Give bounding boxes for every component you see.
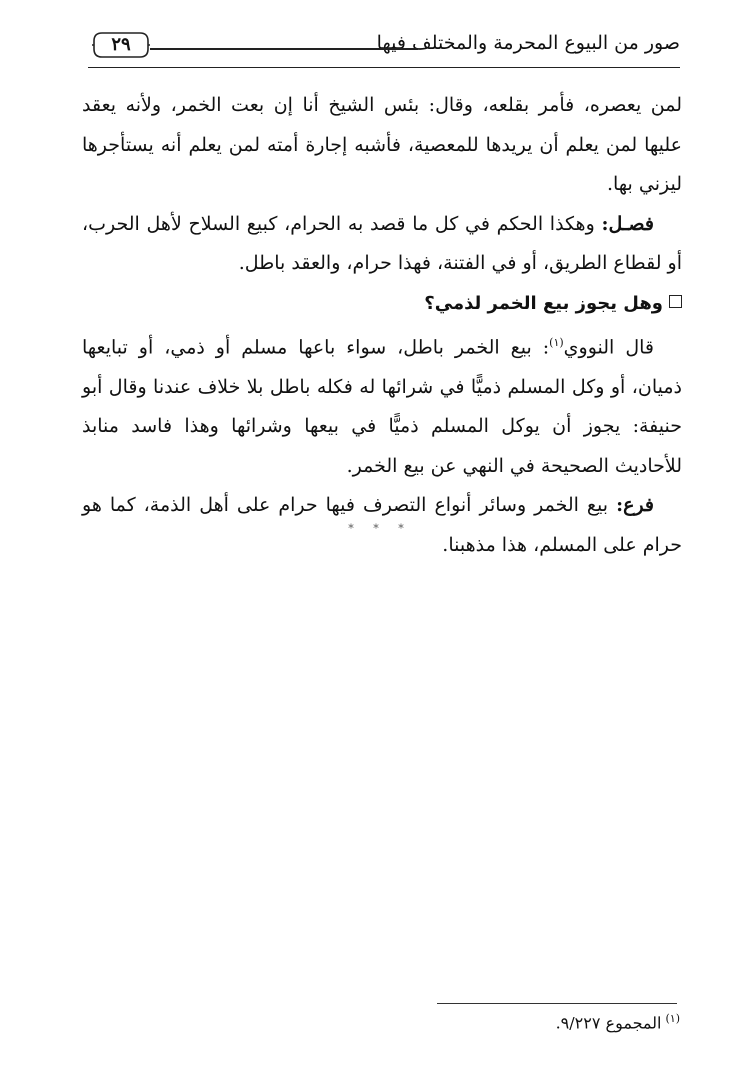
section-separator: * * * — [348, 522, 412, 535]
body-text — [82, 86, 682, 565]
fasl-label: فصـل: — [601, 212, 654, 235]
footnote-rule — [437, 1003, 677, 1004]
footnote-text: المجموع ٩/٢٢٧. — [555, 1013, 662, 1033]
paragraph-nawawi — [82, 323, 682, 486]
paragraph-fasl — [82, 205, 682, 284]
far-text: بيع الخمر وسائر أنواع التصرف فيها حرام على أهل الذمة، كما هو حرام على المسلم، هذا مذهبنا. — [82, 494, 682, 556]
header-underline — [88, 67, 680, 68]
nawawi-lead: قال النووي — [563, 336, 654, 359]
paragraph-1: لمن يعصره، فأمر بقلعه، وقال: بئس الشيخ أنا إن بعت الخمر، ولأنه يعقد عليها لمن يعلم أن يريدها للمعصية، فأشبه إجارة أمته لمن يعلم أنه يستأجرها ليزني بها. — [82, 94, 682, 195]
running-title: صور من البيوع المحرمة والمختلف فيها — [376, 32, 680, 54]
page-number-badge — [92, 30, 150, 60]
checkbox-icon — [669, 295, 682, 308]
section-heading-text: وهل يجوز بيع الخمر لذمي؟ — [424, 292, 663, 314]
section-heading — [82, 284, 682, 324]
footnote — [556, 1012, 680, 1032]
page-header — [90, 26, 680, 66]
page-number: ٢٩ — [111, 34, 131, 55]
far-label: فرع: — [616, 494, 654, 517]
footnote-reference: (١) — [549, 336, 564, 349]
footnote-mark: (١) — [665, 1012, 680, 1025]
header-rule — [150, 48, 418, 50]
nawawi-text: : بيع الخمر باطل، سواء باعها مسلم أو ذمي، أو تبايعها ذميان، أو وكل المسلم ذميًّا في شرائها له فكله باطل بلا خلاف عندنا وقال أبو حنيفة: يجوز أن يوكل المسلم ذميًّا في بيعها وشرائها وهذا فاسد منابذ للأحاديث الصحيحة في النهي عن بيع الخمر. — [82, 336, 682, 477]
fasl-text: وهكذا الحكم في كل ما قصد به الحرام، كبيع السلاح لأهل الحرب، أو لقطاع الطريق، أو في الفتنة، فهذا حرام، والعقد باطل. — [82, 212, 682, 274]
